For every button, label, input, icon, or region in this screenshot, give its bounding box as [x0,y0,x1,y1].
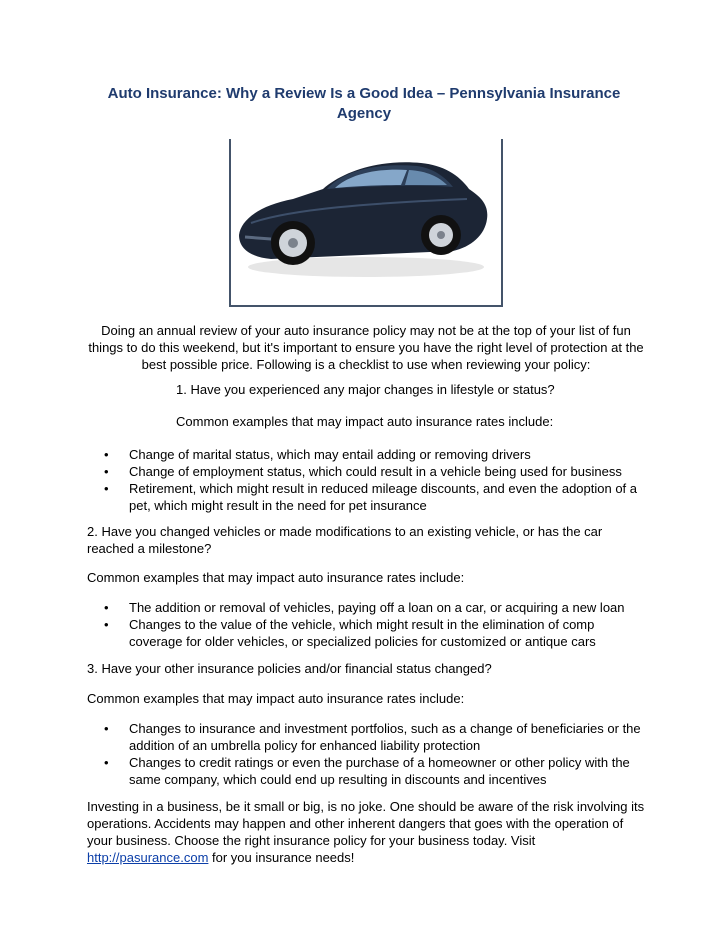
question-2: 2. Have you changed vehicles or made modifications to an existing vehicle, or has the car reached a milestone? [87,524,603,556]
question-2-bullets [87,599,647,650]
question-3: 3. Have your other insurance policies and/or financial status changed? [87,661,492,676]
question-3-bullets [87,720,647,788]
list-item: • Retirement, which might result in reduced mileage discounts, and even the adoption of a pet, which might result in the need for pet insurance [104,481,638,513]
website-link[interactable]: http://pasurance.com [87,850,209,865]
car-illustration [231,139,501,305]
list-item: • Change of marital status, which may entail adding or removing drivers [104,447,531,462]
question-1: 1. Have you experienced any major changes in lifestyle or status? [176,382,555,397]
question-1-lead: Common examples that may impact auto insurance rates include: [176,414,554,429]
document-title: Auto Insurance: Why a Review Is a Good Idea – Pennsylvania Insurance Agency [107,85,621,122]
question-3-lead: Common examples that may impact auto insurance rates include: [87,691,465,706]
list-item: • The addition or removal of vehicles, paying off a loan on a car, or acquiring a new loan [104,600,625,615]
car-photo [229,139,503,307]
list-item: • Changes to insurance and investment portfolios, such as a change of beneficiaries or the addition of an umbrella policy for enhanced liability protection [104,721,641,753]
closing-paragraph: Investing in a business, be it small or big, is no joke. One should be aware of the risk involving its operations. Accidents may happen and other inherent dangers that goes with the operation of your business. Choose the right insurance policy for your business today. Visit http://pasurance.com for you insurance needs! [87,799,645,865]
list-item: • Changes to credit ratings or even the purchase of a homeowner or other policy with the same company, which could end up resulting in discounts and incentives [104,755,630,787]
intro-paragraph: Doing an annual review of your auto insurance policy may not be at the top of your list of fun things to do this weekend, but it's important to ensure you have the right level of protection at the best possible price. Following is a checklist to use when reviewing your policy: [88,323,644,372]
question-2-lead: Common examples that may impact auto insurance rates include: [87,570,465,585]
list-item: • Changes to the value of the vehicle, which might result in the elimination of comp coverage for older vehicles, or specialized policies for customized or antique cars [104,617,596,649]
question-1-bullets [87,446,647,514]
list-item: • Change of employment status, which could result in a vehicle being used for business [104,464,622,479]
